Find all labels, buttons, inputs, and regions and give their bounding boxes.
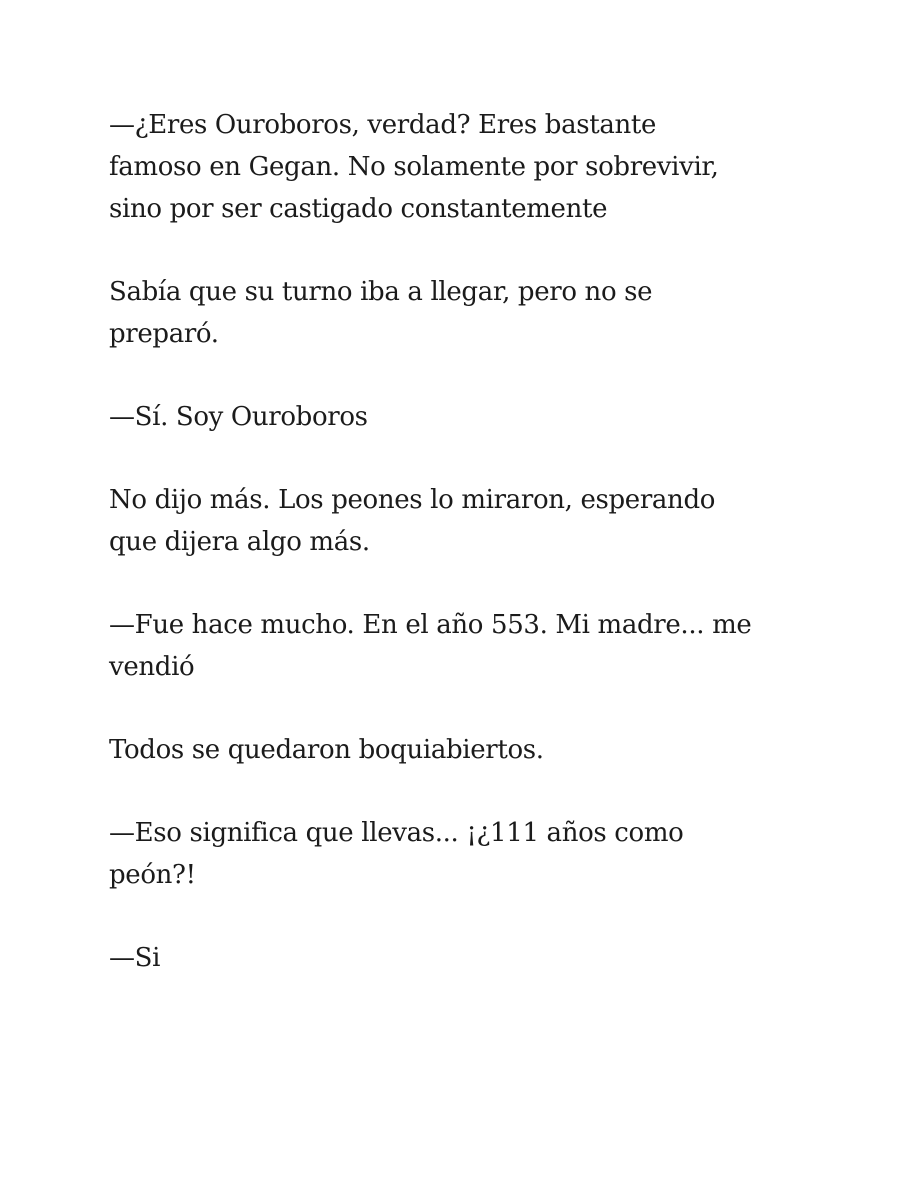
text-line: vendió	[109, 652, 195, 682]
text-line: —Fue hace mucho. En el año 553. Mi madre... me	[109, 610, 752, 640]
text-line: Todos se quedaron boquiabiertos.	[109, 735, 544, 765]
paragraph-3	[109, 396, 810, 438]
paragraph-1	[109, 104, 810, 230]
paragraph-4	[109, 479, 810, 563]
text-line: preparó.	[109, 319, 219, 349]
paragraph-6	[109, 729, 810, 771]
text-line: que dijera algo más.	[109, 527, 370, 557]
text-line: Sabía que su turno iba a llegar, pero no se	[109, 277, 653, 307]
text-line: —Si	[109, 943, 161, 973]
text-line: —Sí. Soy Ouroboros	[109, 402, 368, 432]
text-line: —Eso significa que llevas... ¡¿111 años como	[109, 818, 684, 848]
text-line: —¿Eres Ouroboros, verdad? Eres bastante	[109, 110, 657, 140]
document-body	[109, 104, 810, 979]
text-line: peón?!	[109, 860, 196, 890]
text-line: famoso en Gegan. No solamente por sobrevivir,	[109, 152, 719, 182]
paragraph-2	[109, 271, 810, 355]
text-line: sino por ser castigado constantemente	[109, 194, 608, 224]
paragraph-5	[109, 604, 810, 688]
paragraph-8	[109, 937, 810, 979]
paragraph-7	[109, 812, 810, 896]
text-line: No dijo más. Los peones lo miraron, esperando	[109, 485, 716, 515]
